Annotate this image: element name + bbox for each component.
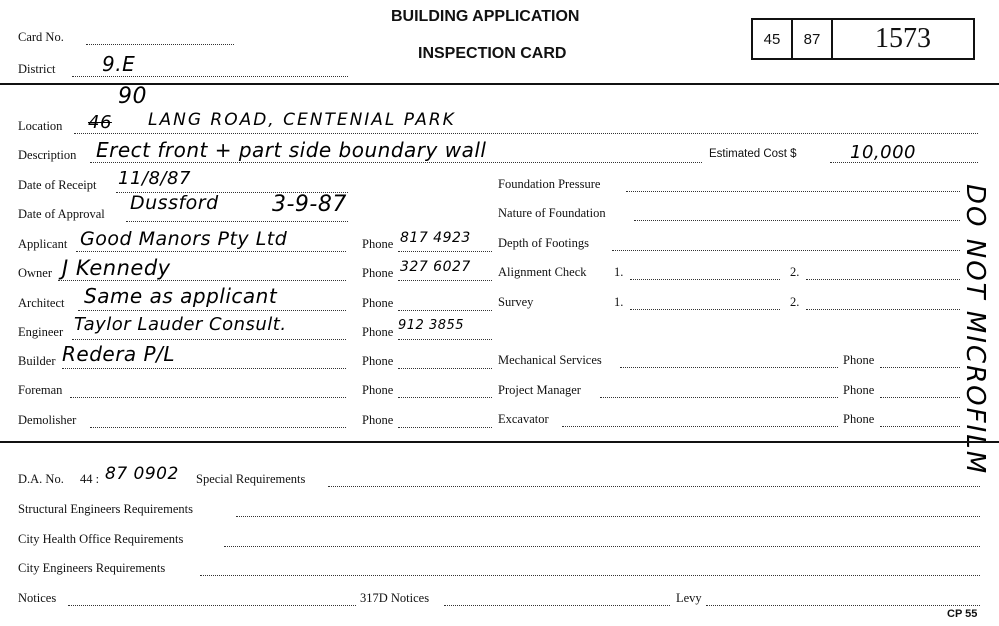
architect-line bbox=[78, 310, 346, 311]
engineer-phone-label: Phone bbox=[362, 325, 394, 339]
mechanical-phone-label: Phone bbox=[843, 353, 875, 367]
notices-line bbox=[68, 605, 356, 606]
date-approval-line bbox=[126, 221, 348, 222]
engineer-phone: 912 3855 bbox=[398, 318, 465, 333]
location-line bbox=[74, 133, 978, 134]
project-manager-label: Project Manager bbox=[498, 383, 581, 397]
card-no-label: Card No. bbox=[18, 30, 64, 44]
demolisher-phone-line bbox=[398, 427, 492, 428]
da-prefix: 44 : bbox=[80, 472, 100, 486]
depth-footings-line bbox=[612, 250, 960, 251]
card-number-box: 1573 bbox=[831, 18, 975, 60]
survey-label: Survey bbox=[498, 295, 534, 309]
project-manager-phone-label: Phone bbox=[843, 383, 875, 397]
da-no-label: D.A. No. bbox=[18, 472, 64, 486]
health-label: City Health Office Requirements bbox=[18, 532, 184, 546]
foundation-pressure-label: Foundation Pressure bbox=[498, 177, 601, 191]
city-engineers-line bbox=[200, 575, 980, 576]
structural-line bbox=[236, 516, 980, 517]
applicant-phone-label: Phone bbox=[362, 237, 394, 251]
district-value: 9.E bbox=[102, 52, 136, 76]
approval-signature: Dussford bbox=[130, 192, 219, 214]
project-manager-line bbox=[600, 397, 838, 398]
applicant-value: Good Manors Pty Ltd bbox=[80, 228, 288, 250]
district-line bbox=[72, 76, 348, 77]
health-line bbox=[224, 546, 980, 547]
location-value: LANG ROAD, CENTENIAL PARK bbox=[148, 110, 456, 130]
notices-317d-label: 317D Notices bbox=[360, 591, 430, 605]
levy-label: Levy bbox=[676, 591, 702, 605]
applicant-label: Applicant bbox=[18, 237, 68, 251]
engineer-label: Engineer bbox=[18, 325, 64, 339]
builder-line bbox=[62, 368, 346, 369]
owner-label: Owner bbox=[18, 266, 53, 280]
footer-code: CP 55 bbox=[947, 608, 978, 620]
engineer-phone-line bbox=[398, 339, 492, 340]
levy-line bbox=[706, 605, 980, 606]
excavator-line bbox=[562, 426, 838, 427]
alignment-check-label: Alignment Check bbox=[498, 265, 587, 279]
location-number: 90 bbox=[118, 84, 147, 109]
title-line-1: BUILDING APPLICATION bbox=[391, 8, 580, 25]
excavator-phone-label: Phone bbox=[843, 412, 875, 426]
alignment-num2: 2. bbox=[790, 265, 800, 279]
architect-value: Same as applicant bbox=[84, 284, 278, 308]
date-receipt-label: Date of Receipt bbox=[18, 178, 97, 192]
mechanical-line bbox=[620, 367, 838, 368]
engineer-line bbox=[72, 339, 346, 340]
builder-label: Builder bbox=[18, 354, 56, 368]
owner-phone-line bbox=[398, 280, 492, 281]
city-engineers-label: City Engineers Requirements bbox=[18, 561, 166, 575]
architect-phone-label: Phone bbox=[362, 296, 394, 310]
notices-317d-line bbox=[444, 605, 670, 606]
survey-num1: 1. bbox=[614, 295, 624, 309]
applicant-phone-line bbox=[398, 251, 492, 252]
architect-phone-line bbox=[398, 310, 492, 311]
owner-phone-label: Phone bbox=[362, 266, 394, 280]
demolisher-label: Demolisher bbox=[18, 413, 77, 427]
demolisher-line bbox=[90, 427, 346, 428]
date-receipt-value: 11/8/87 bbox=[118, 168, 191, 189]
foreman-phone-label: Phone bbox=[362, 383, 394, 397]
do-not-microfilm-note: DO NOT MICROFILM bbox=[960, 184, 990, 476]
demolisher-phone-label: Phone bbox=[362, 413, 394, 427]
architect-label: Architect bbox=[18, 296, 65, 310]
depth-footings-label: Depth of Footings bbox=[498, 236, 589, 250]
special-requirements-label: Special Requirements bbox=[196, 472, 306, 486]
mechanical-phone-line bbox=[880, 367, 960, 368]
foreman-label: Foreman bbox=[18, 383, 63, 397]
middle-divider bbox=[0, 441, 999, 443]
nature-foundation-label: Nature of Foundation bbox=[498, 206, 606, 220]
builder-phone-line bbox=[398, 368, 492, 369]
excavator-label: Excavator bbox=[498, 412, 549, 426]
top-divider bbox=[0, 83, 999, 85]
survey-num2: 2. bbox=[790, 295, 800, 309]
estimated-cost-value: 10,000 bbox=[850, 142, 916, 163]
box-87: 87 bbox=[791, 18, 833, 60]
location-number-crossed: 46 bbox=[88, 112, 112, 133]
date-approval-label: Date of Approval bbox=[18, 207, 105, 221]
location-label: Location bbox=[18, 119, 63, 133]
alignment-line-1 bbox=[630, 279, 780, 280]
survey-line-2 bbox=[806, 309, 960, 310]
date-approval-value: 3-9-87 bbox=[272, 192, 347, 217]
estimated-cost-label: Estimated Cost $ bbox=[709, 148, 797, 160]
box-45: 45 bbox=[751, 18, 793, 60]
description-label: Description bbox=[18, 148, 77, 162]
da-value: 87 0902 bbox=[105, 464, 179, 484]
builder-phone-label: Phone bbox=[362, 354, 394, 368]
project-manager-phone-line bbox=[880, 397, 960, 398]
structural-label: Structural Engineers Requirements bbox=[18, 502, 193, 516]
applicant-line bbox=[76, 251, 346, 252]
survey-line-1 bbox=[630, 309, 780, 310]
description-line bbox=[90, 162, 702, 163]
foundation-pressure-line bbox=[626, 191, 960, 192]
special-requirements-line bbox=[328, 486, 980, 487]
builder-value: Redera P/L bbox=[62, 342, 175, 366]
foreman-line bbox=[70, 397, 346, 398]
owner-value: J Kennedy bbox=[62, 256, 171, 280]
description-value: Erect front + part side boundary wall bbox=[96, 138, 487, 162]
nature-foundation-line bbox=[634, 220, 960, 221]
alignment-num1: 1. bbox=[614, 265, 624, 279]
title-line-2: INSPECTION CARD bbox=[418, 45, 567, 62]
engineer-value: Taylor Lauder Consult. bbox=[74, 314, 287, 335]
notices-label: Notices bbox=[18, 591, 57, 605]
mechanical-label: Mechanical Services bbox=[498, 353, 602, 367]
owner-phone: 327 6027 bbox=[400, 259, 471, 275]
alignment-line-2 bbox=[806, 279, 960, 280]
card-no-line bbox=[86, 44, 234, 45]
excavator-phone-line bbox=[880, 426, 960, 427]
applicant-phone: 817 4923 bbox=[400, 230, 471, 246]
owner-line bbox=[58, 280, 346, 281]
district-label: District bbox=[18, 62, 56, 76]
foreman-phone-line bbox=[398, 397, 492, 398]
